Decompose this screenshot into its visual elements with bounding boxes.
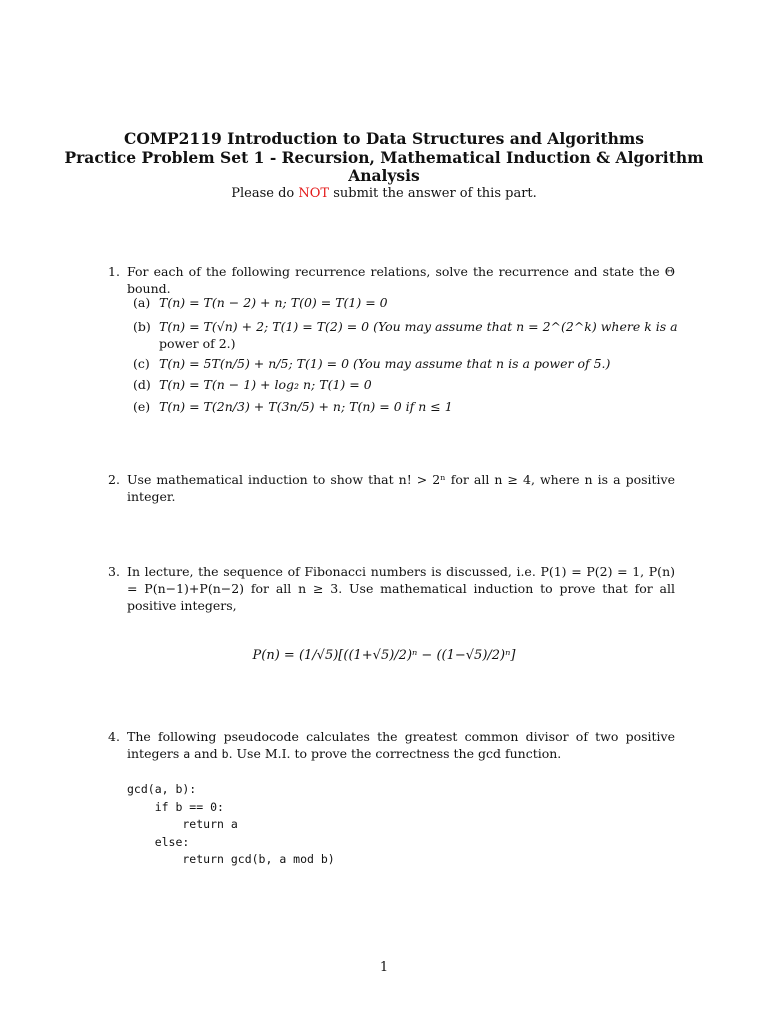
part-text: T(n) = 5T(n/5) + n/5; T(1) = 0 (You may assume that n is a power of 5.) <box>159 356 611 371</box>
document-title-line-1: COMP2119 Introduction to Data Structures and Algorithms <box>124 129 644 148</box>
part-label: (d) <box>133 377 151 392</box>
page-number: 1 <box>379 960 389 975</box>
part-text: T(n) = T(√n) + 2; T(1) = T(2) = 0 (You may assume that n = 2^(2^k) where k is a <box>159 319 678 334</box>
problem-number: 2. <box>108 472 120 487</box>
part-label: (a) <box>133 295 151 310</box>
part-label: (e) <box>133 399 151 414</box>
document-title-line-3: Analysis <box>348 166 420 185</box>
part-text-continued: power of 2.) <box>159 336 236 351</box>
variable-a: a <box>183 747 191 761</box>
problem-text: In lecture, the sequence of Fibonacci numbers is discussed, i.e. P(1) = P(2) = 1, P(n) = P(n−1)+P(n−2) for all n ≥ 3. Use mathematical induction to prove that for all positive integers, <box>127 564 675 613</box>
problem-number: 4. <box>108 729 120 744</box>
problem-text: Use mathematical induction to show that n! > 2ⁿ for all n ≥ 4, where n is a positive integer. <box>127 472 675 504</box>
problem-1-part-a <box>133 294 388 311</box>
note-emphasis: NOT <box>298 186 330 201</box>
variable-b: b <box>221 747 229 761</box>
problem-1-part-d <box>133 376 372 393</box>
note-text-before: Please do <box>231 186 299 201</box>
problem-1-part-e <box>133 398 453 415</box>
note-text-after: submit the answer of this part. <box>329 186 537 201</box>
part-text: T(n) = T(2n/3) + T(3n/5) + n; T(n) = 0 if n ≤ 1 <box>159 399 453 414</box>
problem-number: 3. <box>108 564 120 579</box>
problem-1-part-c <box>133 355 610 372</box>
submission-note <box>0 186 768 201</box>
part-label: (b) <box>133 319 151 334</box>
document-title-line-2: Practice Problem Set 1 - Recursion, Mathematical Induction & Algorithm <box>64 148 704 167</box>
part-text: T(n) = T(n − 2) + n; T(0) = T(1) = 0 <box>159 295 388 310</box>
part-label: (c) <box>133 356 150 371</box>
problem-text: For each of the following recurrence relations, solve the recurrence and state the Θ bound. <box>127 264 675 296</box>
problem-number: 1. <box>108 264 120 279</box>
problem-text-part: The following pseudocode calculates the greatest common divisor of two positive integers <box>127 729 675 761</box>
problem-text-part: . Use M.I. to prove the correctness the gcd function. <box>228 746 562 761</box>
problem-text-part: and <box>190 746 222 761</box>
problem-1-part-b <box>133 318 678 351</box>
gcd-pseudocode-block: gcd(a, b): if b == 0: return a else: return gcd(b, a mod b) <box>127 782 335 866</box>
part-text: T(n) = T(n − 1) + log₂ n; T(1) = 0 <box>159 377 372 392</box>
fibonacci-closed-form-formula: P(n) = (1/√5)[((1+√5)/2)ⁿ − ((1−√5)/2)ⁿ] <box>252 648 516 663</box>
problem-text <box>127 728 675 763</box>
